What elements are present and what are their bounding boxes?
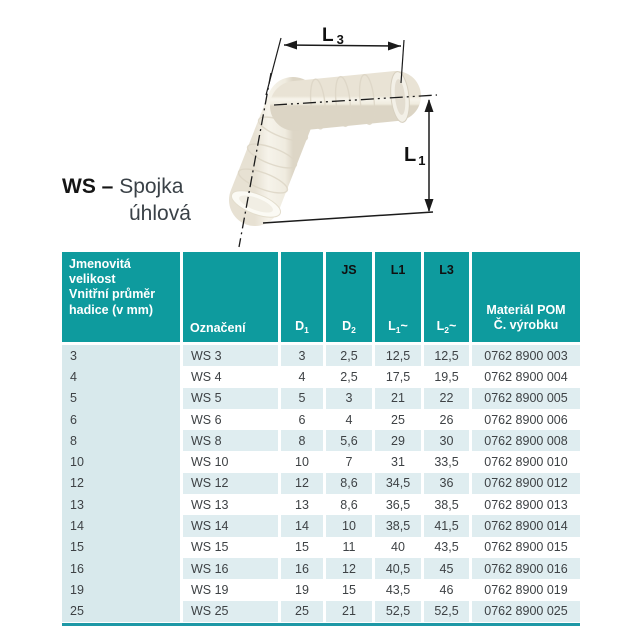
cell-d1: 5: [281, 388, 323, 409]
cell-l2: 46: [424, 579, 469, 600]
cell-d2: 4: [326, 409, 372, 430]
cell-l1: 40,5: [375, 558, 421, 579]
header-designation: Označení: [183, 252, 278, 342]
dim-l1-label: L $_1$: [404, 144, 426, 168]
cell-code: WS 3: [183, 345, 278, 366]
cell-size: 6: [62, 409, 180, 430]
cell-d1: 16: [281, 558, 323, 579]
cell-l1: 34,5: [375, 473, 421, 494]
cell-l1: 12,5: [375, 345, 421, 366]
cell-code: WS 6: [183, 409, 278, 430]
cell-d2: 3: [326, 388, 372, 409]
cell-part: 0762 8900 005: [472, 388, 580, 409]
cell-part: 0762 8900 015: [472, 537, 580, 558]
cell-code: WS 5: [183, 388, 278, 409]
cell-code: WS 8: [183, 430, 278, 451]
cell-d1: 15: [281, 537, 323, 558]
cell-d2: 7: [326, 451, 372, 472]
cell-l2: 12,5: [424, 345, 469, 366]
cell-d2: 12: [326, 558, 372, 579]
cell-d2: 10: [326, 515, 372, 536]
cell-l2: 43,5: [424, 537, 469, 558]
product-code: WS –: [62, 175, 114, 198]
table-body: [62, 345, 580, 622]
cell-part: 0762 8900 016: [472, 558, 580, 579]
cell-part: 0762 8900 003: [472, 345, 580, 366]
cell-d1: 10: [281, 451, 323, 472]
product-name: Spojka: [119, 175, 184, 198]
cell-d1: 4: [281, 366, 323, 387]
cell-l2: 38,5: [424, 494, 469, 515]
cell-d1: 6: [281, 409, 323, 430]
table-header: [62, 252, 580, 342]
cell-l2: 22: [424, 388, 469, 409]
product-title-line1: [62, 173, 191, 200]
cell-size: 10: [62, 451, 180, 472]
arrowhead-left: [284, 41, 297, 50]
cell-part: 0762 8900 012: [472, 473, 580, 494]
cell-size: 5: [62, 388, 180, 409]
cell-d1: 25: [281, 601, 323, 622]
cell-d2: 5,6: [326, 430, 372, 451]
cell-l1: 17,5: [375, 366, 421, 387]
header-material: Materiál POM Č. výrobku: [472, 252, 580, 342]
header-d2-top: JS: [341, 263, 357, 277]
cell-l2: 33,5: [424, 451, 469, 472]
connector-image: [228, 71, 411, 223]
cell-l1: 29: [375, 430, 421, 451]
cell-code: WS 15: [183, 537, 278, 558]
cell-d2: 15: [326, 579, 372, 600]
cell-part: 0762 8900 008: [472, 430, 580, 451]
cell-size: 15: [62, 537, 180, 558]
arrowhead-down: [425, 199, 434, 212]
cell-size: 16: [62, 558, 180, 579]
cell-code: WS 25: [183, 601, 278, 622]
cell-l1: 25: [375, 409, 421, 430]
dim-l3-label: L 3: [322, 25, 344, 47]
cell-d1: 19: [281, 579, 323, 600]
cell-l2: 26: [424, 409, 469, 430]
cell-code: WS 14: [183, 515, 278, 536]
cell-part: 0762 8900 014: [472, 515, 580, 536]
cell-size: 12: [62, 473, 180, 494]
cell-code: WS 10: [183, 451, 278, 472]
cell-d1: 14: [281, 515, 323, 536]
cell-part: 0762 8900 006: [472, 409, 580, 430]
cell-part: 0762 8900 013: [472, 494, 580, 515]
cell-l1: 52,5: [375, 601, 421, 622]
cell-size: 3: [62, 345, 180, 366]
cell-l2: 36: [424, 473, 469, 494]
cell-code: WS 13: [183, 494, 278, 515]
cell-d2: 8,6: [326, 494, 372, 515]
cell-part: 0762 8900 010: [472, 451, 580, 472]
cell-d1: 8: [281, 430, 323, 451]
cell-size: 8: [62, 430, 180, 451]
header-l1-top: L1: [390, 263, 406, 277]
cell-size: 25: [62, 601, 180, 622]
header-l2: L3 $L_2\sim$: [424, 252, 469, 342]
cell-l2: 30: [424, 430, 469, 451]
cell-d2: 2,5: [326, 366, 372, 387]
cell-code: WS 16: [183, 558, 278, 579]
cell-l2: 41,5: [424, 515, 469, 536]
cell-l1: 43,5: [375, 579, 421, 600]
cell-code: WS 4: [183, 366, 278, 387]
cell-l1: 40: [375, 537, 421, 558]
cell-l1: 38,5: [375, 515, 421, 536]
cell-d1: 13: [281, 494, 323, 515]
cell-l2: 45: [424, 558, 469, 579]
header-d1: $D_1$: [281, 252, 323, 342]
cell-size: 14: [62, 515, 180, 536]
cell-part: 0762 8900 025: [472, 601, 580, 622]
spec-table: [62, 252, 580, 626]
header-l2-top: L3: [439, 263, 454, 277]
cell-part: 0762 8900 004: [472, 366, 580, 387]
table-bottom-rule: [62, 623, 580, 626]
baseline: [263, 212, 433, 223]
cell-d2: 2,5: [326, 345, 372, 366]
product-name-line2: úhlová: [129, 202, 191, 225]
cell-d2: 11: [326, 537, 372, 558]
cell-size: 13: [62, 494, 180, 515]
cell-l2: 19,5: [424, 366, 469, 387]
cell-code: WS 12: [183, 473, 278, 494]
cell-d1: 3: [281, 345, 323, 366]
cell-l1: 21: [375, 388, 421, 409]
cell-l1: 31: [375, 451, 421, 472]
cell-size: 19: [62, 579, 180, 600]
cell-size: 4: [62, 366, 180, 387]
cell-l1: 36,5: [375, 494, 421, 515]
cell-l2: 52,5: [424, 601, 469, 622]
cell-part: 0762 8900 019: [472, 579, 580, 600]
cell-code: WS 19: [183, 579, 278, 600]
cell-d1: 12: [281, 473, 323, 494]
header-size: Jmenovitá velikost Vnitřní průměr hadice (v mm): [62, 252, 180, 342]
header-d2: JS $D_2$: [326, 252, 372, 342]
header-l1: L1 $L_1\sim$: [375, 252, 421, 342]
product-title: [62, 173, 191, 227]
cell-d2: 21: [326, 601, 372, 622]
cell-d2: 8,6: [326, 473, 372, 494]
arrowhead-up: [425, 99, 434, 112]
arrowhead-right: [388, 42, 401, 51]
